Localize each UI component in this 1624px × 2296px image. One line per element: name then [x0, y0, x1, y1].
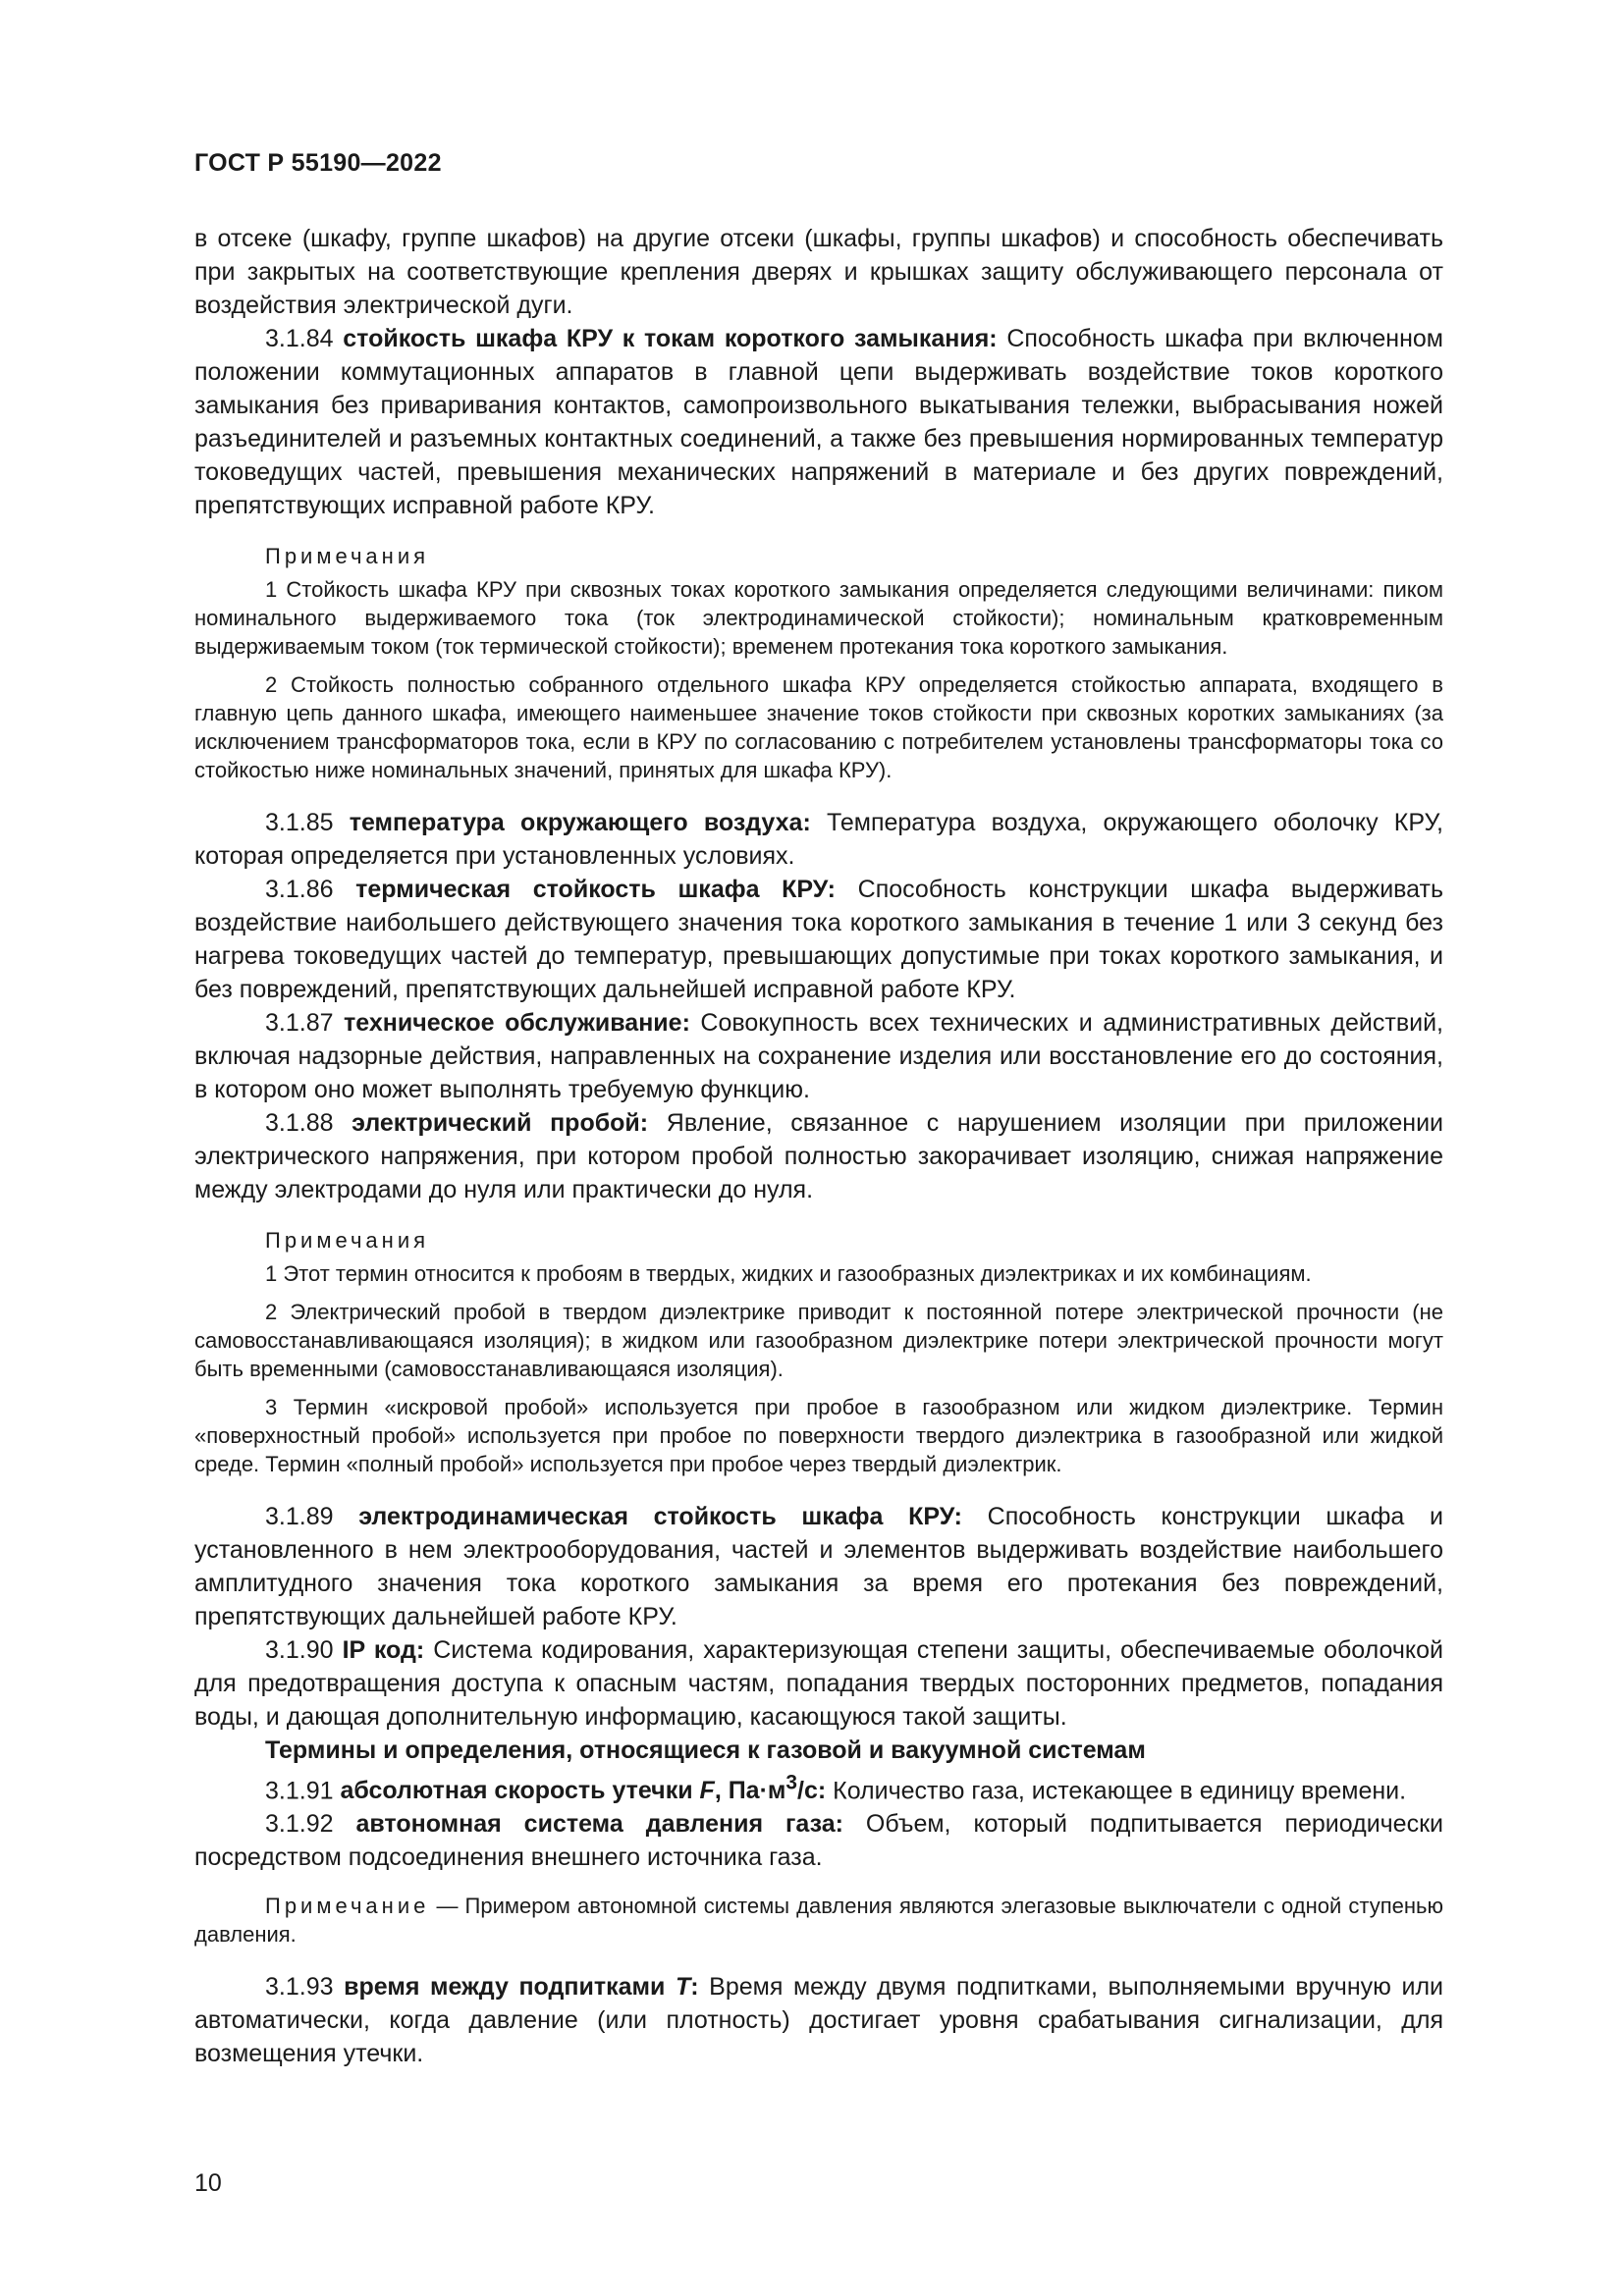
term-3-1-91	[194, 1767, 1443, 1807]
term-name: автономная система давления газа:	[355, 1810, 843, 1839]
term-3-1-88	[194, 1106, 1443, 1206]
term-3-1-93	[194, 1970, 1443, 2070]
term-superscript: 3	[785, 1772, 797, 1794]
document-body	[194, 222, 1443, 2070]
term-number: 3.1.87	[265, 1009, 345, 1037]
term-3-1-90	[194, 1633, 1443, 1734]
note-item: 2 Стойкость полностью собранного отдельного шкафа КРУ определяется стойкостью аппарата, входящего в главную цепь данного шкафа, имеющего наименьшее значение токов стойкости при сквозных коротких замыканиях (за исключением трансформаторов тока, если в КРУ по согласованию с потребителем установлены трансформаторы тока со стойкостью ниже номинальных значений, принятых для шкафа КРУ).	[194, 672, 1443, 782]
term-definition: Объем, который подпитывается периодически посредством подсоединения внешнего источника газа.	[194, 1810, 1443, 1872]
term-definition: Время между двумя подпитками, выполняемыми вручную или автоматически, когда давление (или плотность) достигает уровня срабатывания сигнализации, для возмещения утечки.	[194, 1973, 1443, 2068]
term-definition: Способность шкафа при включенном положении коммутационных аппаратов в главной цепи выдерживать воздействие токов короткого замыкания без приваривания контактов, самопроизвольного выкатывания тележки, выбрасывания ножей разъединителей и разъемных контактных соединений, а также без превышения нормированных температур токоведущих частей, превышения механических напряжений в материале и без других повреждений, препятствующих исправной работе КРУ.	[194, 325, 1443, 519]
term-definition: Количество газа, истекающее в единицу времени.	[826, 1777, 1407, 1805]
term-definition: Способность конструкции шкафа и установленного в нем электрооборудования, частей и элементов выдерживать воздействие наибольшего амплитудного значения тока короткого замыкания за время его протекания без повреждений, препятствующих дальнейшей работе КРУ.	[194, 1503, 1443, 1630]
term-name: техническое обслуживание:	[344, 1009, 690, 1037]
term-3-1-89	[194, 1500, 1443, 1633]
term-name	[340, 1772, 827, 1805]
term-number: 3.1.91	[265, 1777, 341, 1805]
term-name-part: /с:	[797, 1777, 827, 1805]
term-name: температура окружающего воздуха:	[349, 809, 811, 836]
term-3-1-85	[194, 806, 1443, 873]
term-name-part: абсолютная скорость утечки	[340, 1777, 700, 1805]
term-3-1-92	[194, 1807, 1443, 1874]
term-name-part: :	[690, 1973, 699, 2002]
note-item: 3 Термин «искровой пробой» используется при пробое в газообразном или жидком диэлектрике. Термин «поверхностный пробой» используется при пробое по поверхности твердого диэлектрика в газообразной или жидкой среде. Термин «полный пробой» используется при пробое через твердый диэлектрик.	[194, 1395, 1443, 1476]
term-name-part: время между подпитками	[344, 1973, 676, 2002]
term-3-1-87	[194, 1006, 1443, 1106]
page-number: 10	[194, 2169, 222, 2197]
term-number: 3.1.92	[265, 1810, 356, 1839]
term-3-1-86	[194, 873, 1443, 1006]
note-label: Примечание	[265, 1894, 430, 1919]
term-name: стойкость шкафа КРУ к токам короткого замыкания:	[343, 325, 998, 352]
term-definition: Способность конструкции шкафа выдерживать воздействие наибольшего действующего значения тока короткого замыкания в течение 1 или 3 секунд без нагрева токоведущих частей до температур, превышающих допустимые при токах короткого замыкания, и без повреждений, препятствующих дальнейшей исправной работе КРУ.	[194, 876, 1443, 1003]
term-name: электродинамическая стойкость шкафа КРУ:	[358, 1503, 962, 1530]
term-name	[344, 1973, 698, 2001]
notes-heading: Примечания	[265, 544, 430, 568]
term-definition: Температура воздуха, окружающего оболочку КРУ, которая определяется при установленных условиях.	[194, 809, 1444, 870]
term-number: 3.1.88	[265, 1109, 352, 1137]
note-3-1-92	[194, 1892, 1443, 1949]
term-number: 3.1.84	[265, 325, 344, 352]
term-variable: T	[675, 1973, 691, 2002]
term-number: 3.1.90	[265, 1636, 343, 1664]
note-item: 1 Стойкость шкафа КРУ при сквозных токах короткого замыкания определяется следующими величинами: пиком номинального выдерживаемого тока (ток электродинамической стойкости); номинальным кратковременным выдерживаемым током (ток термической стойкости); временем протекания тока короткого замыкания.	[194, 577, 1443, 659]
document-header: ГОСТ Р 55190—2022	[194, 149, 442, 177]
term-name: IP код:	[342, 1636, 425, 1664]
intro-paragraph: в отсеке (шкафу, группе шкафов) на другие отсеки (шкафы, группы шкафов) и способность обеспечивать при закрытых на соответствующие крепления дверях и крышках защиту обслуживающего персонала от воздействия электрической дуги.	[194, 225, 1443, 319]
term-number: 3.1.89	[265, 1503, 359, 1530]
term-number: 3.1.85	[265, 809, 350, 836]
term-name: термическая стойкость шкафа КРУ:	[355, 876, 836, 903]
section-heading: Термины и определения, относящиеся к газовой и вакуумной системам	[265, 1736, 1146, 1764]
term-variable: F	[699, 1777, 715, 1805]
term-name: электрический пробой:	[352, 1109, 649, 1137]
term-number: 3.1.86	[265, 876, 356, 903]
term-definition: Система кодирования, характеризующая степени защиты, обеспечиваемые оболочкой для предотвращения доступа к опасным частям, попадания твердых посторонних предметов, попадания воды, и дающая дополнительную информацию, касающуюся такой защиты.	[194, 1636, 1443, 1731]
note-text: — Примером автономной системы давления являются элегазовые выключатели с одной ступенью давления.	[194, 1894, 1443, 1948]
term-definition: Совокупность всех технических и административных действий, включая надзорные действия, направленных на сохранение изделия или восстановление его до состояния, в котором оно может выполнять требуемую функцию.	[194, 1009, 1443, 1103]
term-definition: Явление, связанное с нарушением изоляции при приложении электрического напряжения, при котором пробой полностью закорачивает изоляцию, снижая напряжение между электродами до нуля или практически до нуля.	[194, 1109, 1444, 1203]
note-item: 2 Электрический пробой в твердом диэлектрике приводит к постоянной потере электрической прочности (не самовосстанавливающаяся изоляция); в жидком или газообразном диэлектрике потери электрической прочности могут быть временными (самовосстанавливающаяся изоляция).	[194, 1300, 1443, 1381]
term-3-1-84	[194, 322, 1443, 522]
term-number: 3.1.93	[265, 1973, 345, 2002]
term-name-part: , Па·м	[714, 1777, 786, 1805]
notes-heading: Примечания	[265, 1228, 430, 1253]
note-item: 1 Этот термин относится к пробоям в твердых, жидких и газообразных диэлектриках и их комбинациям.	[265, 1261, 1312, 1286]
